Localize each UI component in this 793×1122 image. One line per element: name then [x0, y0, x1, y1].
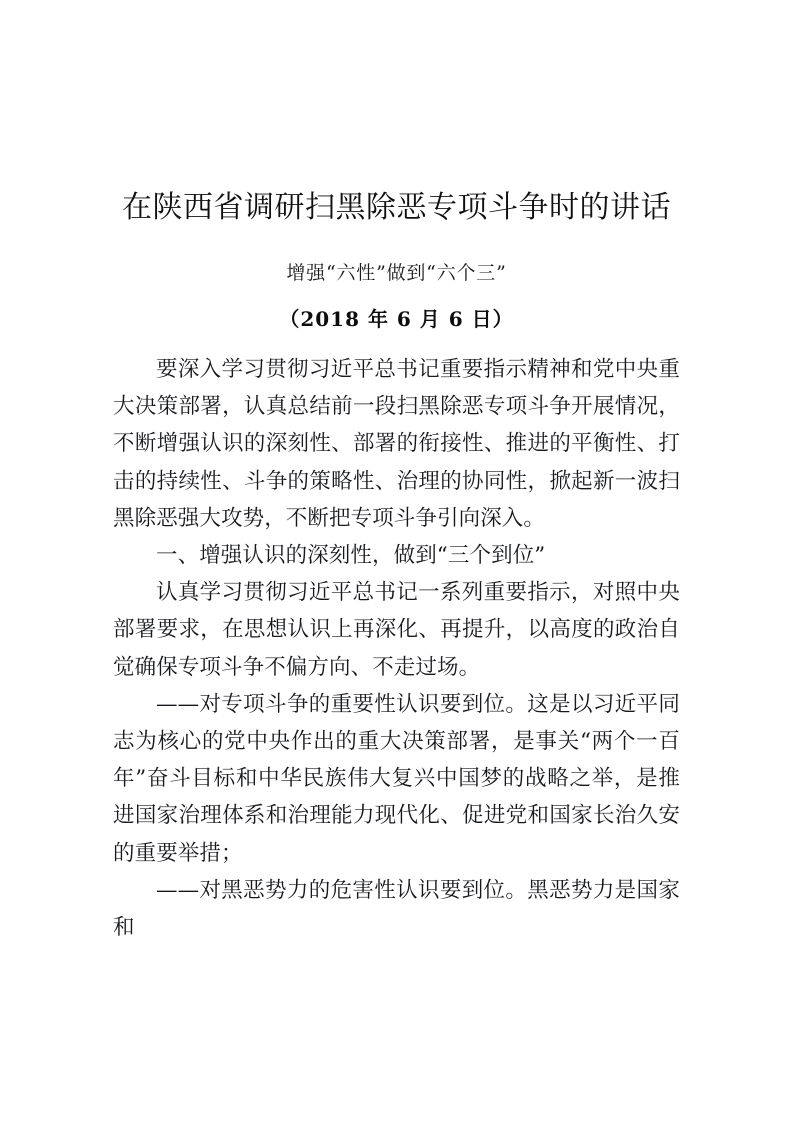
section-heading-1: 一、增强认识的深刻性，做到“三个到位” [156, 543, 546, 569]
page-title: 在陕西省调研扫黑除恶专项斗争时的讲话 [122, 190, 671, 225]
dash-item-1: ——对专项斗争的重要性认识要到位。这是以习近平同志为核心的党中央作出的重大决策部署，是事关“两个一百年”奋斗目标和中华民族伟大复兴中国梦的战略之举，是推进国家治理体系和治理能力现代化、促进党和国家长治久安的重要举措； [113, 691, 680, 866]
opening-paragraph: 要深入学习贯彻习近平总书记重要指示精神和党中央重大决策部署，认真总结前一段扫黑除恶专项斗争开展情况，不断增强认识的深刻性、部署的衔接性、推进的平衡性、打击的持续性、斗争的策略性、治理的协同性，掀起新一波扫黑除恶强大攻势，不断把专项斗争引向深入。 [113, 357, 680, 531]
document-subtitle: 增强“六性”做到“六个三” [286, 262, 507, 284]
document-date: （2018 年 6 月 6 日） [279, 307, 514, 331]
section-1-lead-paragraph: 认真学习贯彻习近平总书记一系列重要指示，对照中央部署要求，在思想认识上再深化、再提升，以高度的政治自觉确保专项斗争不偏方向、不走过场。 [113, 580, 680, 680]
dash-item-2: ——对黑恶势力的危害性认识要到位。黑恶势力是国家和 [113, 877, 680, 941]
document-body [113, 185, 680, 946]
